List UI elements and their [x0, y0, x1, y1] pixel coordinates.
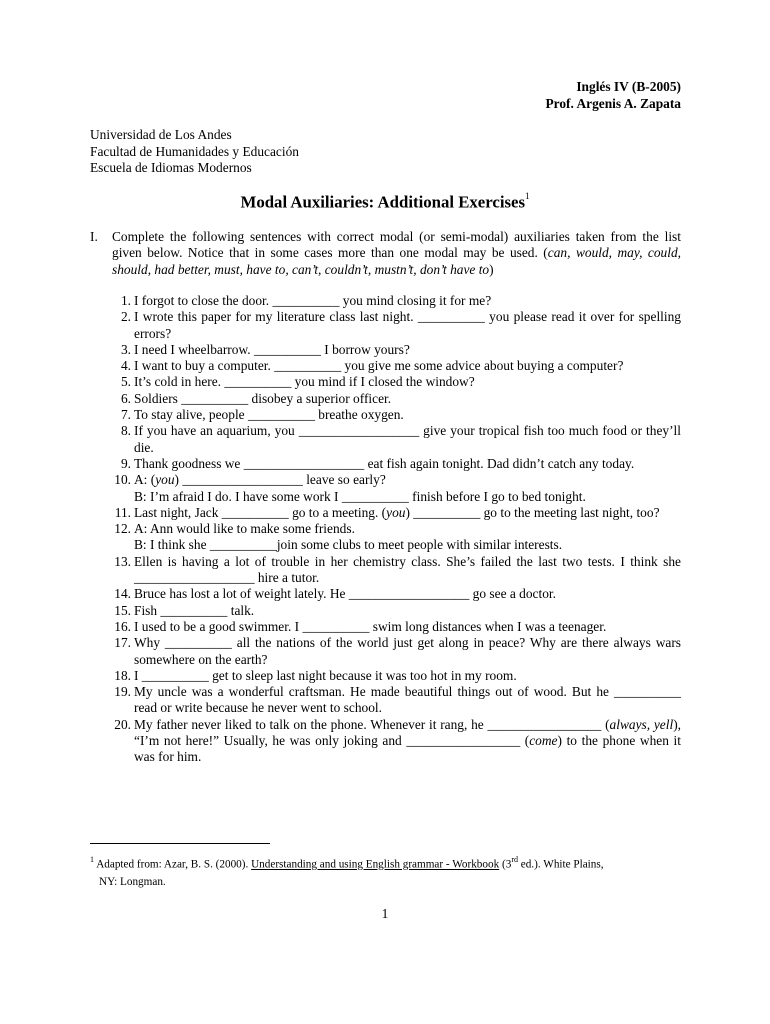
exercise-text-pre: Last night, Jack __________ go to a meeting. ( [134, 504, 387, 520]
exercise-item [90, 505, 681, 521]
document-title [0, 190, 770, 211]
exercise-text: Bruce has lost a lot of weight lately. He __________________ go see a doctor. [134, 586, 556, 602]
exercise-number: 11. [114, 504, 131, 520]
exercise-number: 12. [114, 521, 131, 537]
exercise-text: Fish __________ talk. [134, 602, 255, 618]
exercise-item [90, 456, 681, 472]
footnote-edition-sup: rd [511, 855, 518, 864]
exercise-text: I need I wheelbarrow. __________ I borrow yours? [134, 341, 410, 357]
exercise-item [90, 309, 681, 342]
exercise-item [90, 358, 681, 374]
exercise-number: 19. [114, 684, 131, 700]
dialogue-line-a: A: Ann would like to make some friends. [134, 521, 355, 537]
title-text: Modal Auxiliaries: Additional Exercises [240, 192, 526, 212]
exercise-number: 8. [120, 423, 131, 439]
exercise-text: I __________ get to sleep last night because it was too hot in my room. [134, 667, 517, 683]
exercise-item [90, 603, 681, 619]
exercise-item [90, 407, 681, 423]
exercise-item [90, 293, 681, 309]
exercise-item [90, 635, 681, 668]
exercise-number: 1. [120, 293, 131, 308]
dialogue-line-b: B: I’m afraid I do. I have some work I __________ finish before I go to bed tonight. [134, 488, 586, 504]
exercise-number: 14. [114, 586, 131, 602]
university-name: Universidad de Los Andes [90, 127, 232, 142]
exercise-list [90, 293, 681, 766]
page-number: 1 [381, 906, 389, 921]
instructions-end: ) [489, 261, 494, 277]
exercise-text: To stay alive, people __________ breathe oxygen. [134, 407, 404, 423]
exercise-number: 2. [120, 309, 131, 325]
modal-list: can, would, may, could, should, had better, must, have to, can’t, couldn’t, mustn’t, don’t have to [112, 245, 681, 277]
exercise-item [90, 554, 681, 587]
title-footnote-ref: 1 [525, 191, 530, 201]
exercise-number: 5. [120, 374, 131, 390]
footnote-marker: 1 [90, 855, 94, 864]
exercise-number: 9. [120, 455, 131, 471]
footnote-book-title: Understanding and using English grammar - Workbook [251, 858, 500, 871]
exercise-number: 3. [120, 341, 131, 357]
exercise-number: 10. [114, 472, 131, 488]
exercise-number: 20. [114, 716, 131, 732]
exercise-item [90, 717, 681, 766]
footnote [90, 852, 690, 892]
exercise-number: 13. [114, 553, 131, 569]
course-header [545, 78, 681, 112]
exercise-number: 7. [120, 407, 131, 423]
dialogue-line-b: B: I think she __________join some clubs to meet people with similar interests. [134, 537, 563, 553]
exercise-text: I wrote this paper for my literature class last night. __________ you please read it over for spelling errors? [134, 309, 681, 341]
course-code: Inglés IV (B-2005) [576, 79, 681, 94]
exercise-number: 15. [114, 602, 131, 618]
exercise-number: 4. [120, 358, 131, 374]
section-one [90, 229, 681, 278]
exercise-item [90, 619, 681, 635]
exercise-item [90, 684, 681, 717]
exercise-text-italic: always, yell [609, 716, 674, 732]
footnote-line-1 [90, 852, 690, 874]
exercise-item [90, 521, 681, 554]
institution-block [90, 127, 299, 177]
dialogue-a-italic: you [155, 472, 175, 488]
exercise-text: Ellen is having a lot of trouble in her chemistry class. She’s failed the last two tests. I think she __________________ hire a tutor. [134, 553, 681, 586]
exercise-number: 16. [114, 618, 131, 634]
footnote-divider [90, 843, 270, 844]
exercise-text: Why __________ all the nations of the world just get along in peace? Why are there always wars somewhere on the earth? [134, 635, 681, 667]
exercise-item [90, 423, 681, 456]
exercise-text-pre: My father never liked to talk on the phone. Whenever it rang, he _________________ ( [134, 716, 610, 732]
exercise-item [90, 374, 681, 390]
exercise-text: I want to buy a computer. __________ you give me some advice about buying a computer? [134, 358, 624, 374]
exercise-item [90, 342, 681, 358]
faculty-name: Facultad de Humanidades y Educación [90, 143, 299, 159]
dialogue-a-suffix: ) __________________ leave so early? [174, 472, 386, 488]
exercise-number: 17. [114, 635, 131, 651]
instructions-text: Complete the following sentences with correct modal (or semi-modal) auxiliaries taken from the list given below. Notice that in some cases more than one modal may be used. ( [112, 229, 681, 261]
exercise-text: Thank goodness we __________________ eat fish again tonight. Dad didn’t catch any today. [134, 455, 635, 471]
section-instructions [112, 229, 681, 278]
exercise-text-italic: you [386, 504, 406, 520]
footnote-edition-post: ed.). White Plains, [517, 858, 604, 871]
exercise-text: Soldiers __________ disobey a superior officer. [134, 390, 392, 406]
exercise-number: 18. [114, 667, 131, 683]
exercise-text: My uncle was a wonderful craftsman. He made beautiful things out of wood. But he __________ read or write because he never went to school. [134, 684, 681, 716]
exercise-item [90, 472, 681, 505]
school-name: Escuela de Idiomas Modernos [90, 160, 252, 175]
footnote-text: Adapted from: Azar, B. S. (2000). [96, 858, 252, 871]
exercise-text-italic: come [529, 733, 558, 749]
professor-name: Prof. Argenis A. Zapata [545, 96, 681, 111]
exercise-text: I forgot to close the door. __________ you mind closing it for me? [134, 293, 492, 308]
exercise-item [90, 391, 681, 407]
footnote-line-2: NY: Longman. [99, 876, 166, 889]
exercise-text: If you have an aquarium, you __________________ give your tropical fish too much food or they’ll die. [134, 423, 681, 455]
exercise-text: It’s cold in here. __________ you mind if I closed the window? [134, 374, 475, 390]
exercise-number: 6. [120, 390, 131, 406]
dialogue-a-prefix: A: ( [134, 472, 156, 488]
section-numeral: I. [90, 229, 98, 244]
dialogue-line-a [134, 472, 681, 488]
exercise-text-post: ) to the phone when it was for him. [134, 733, 681, 765]
exercise-text-mid: ), “I’m not here!” Usually, he was only joking and _________________ ( [134, 716, 681, 749]
exercise-text: I used to be a good swimmer. I __________ swim long distances when I was a teenager. [134, 618, 607, 634]
exercise-item [90, 668, 681, 684]
exercise-item [90, 586, 681, 602]
footnote-edition: (3 [499, 858, 512, 871]
exercise-text-post: ) __________ go to the meeting last night, too? [405, 504, 660, 520]
